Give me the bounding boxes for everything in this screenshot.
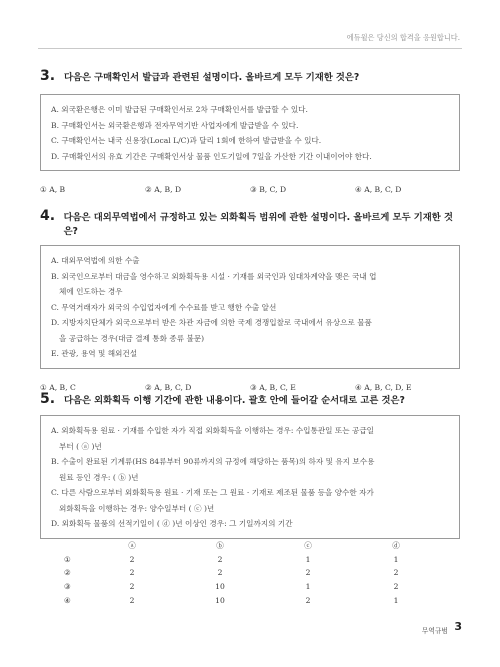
choice-1[interactable]: ① A, B: [40, 185, 66, 194]
table-row[interactable]: [64, 566, 440, 580]
question-text: 다음은 구매확인서 발급과 관련된 설명이다. 올바르게 모두 기재한 것은?: [64, 72, 360, 83]
statement-line: B. 구매확인서는 외국환은행과 전자무역기반 사업자에게 발급받을 수 있다.: [51, 120, 299, 130]
question-5: [40, 391, 460, 539]
page-number: 3: [454, 620, 462, 633]
column-header: ⓑ: [216, 541, 224, 551]
footer-subject: 무역규범: [421, 627, 448, 635]
table-row[interactable]: [64, 593, 440, 607]
statement-line: A. 대외무역법에 의한 수출: [51, 256, 140, 265]
row-label: ②: [64, 568, 71, 578]
table-cell: 2: [393, 582, 399, 592]
column-header: ⓒ: [304, 541, 312, 551]
answer-table-header: [64, 539, 440, 553]
table-cell: 1: [305, 582, 311, 592]
statement-line: 을 공급하는 경우(대금 결제 통화 종류 불문): [59, 333, 205, 343]
statement-line: 외화획득을 이행하는 경우: 양수일부터 ( ⓒ )년: [59, 503, 215, 513]
choice-3[interactable]: ③ B, C, D: [250, 185, 287, 194]
question-4: [40, 208, 460, 392]
statement-line: C. 무역거래자가 외국의 수입업자에게 수수료를 받고 행한 수출 알선: [51, 302, 277, 312]
choice-4[interactable]: ④ A, B, C, D, E: [355, 382, 412, 392]
choice-2[interactable]: ② A, B, C, D: [145, 382, 192, 392]
row-label: ④: [64, 595, 71, 605]
table-cell: 2: [217, 568, 223, 578]
table-cell: 10: [215, 595, 225, 605]
statement-line: A. 외국환은행은 이미 발급된 구매확인서로 2차 구매확인서를 발급할 수 있다.: [51, 105, 308, 114]
table-cell: 10: [215, 582, 225, 592]
table-cell: 2: [129, 568, 135, 578]
statement-line: B. 외국인으로부터 대금을 영수하고 외화획득용 시설 · 기재를 외국인과 임대차계약을 맺은 국내 업: [51, 271, 377, 281]
statement-line: B. 수출이 완료된 기계류(HS 84류부터 90류까지의 규정에 해당하는 품목)의 하자 및 유지 보수용: [51, 457, 375, 466]
table-cell: 2: [129, 582, 135, 592]
table-cell: 1: [393, 554, 399, 564]
table-cell: 2: [305, 595, 311, 605]
table-cell: 2: [129, 595, 135, 605]
statement-line: D. 구매확인서의 유효 기간은 구매확인서상 물품 인도기일에 7일을 가산한 기간 이내이어야 한다.: [51, 151, 372, 161]
table-cell: 2: [393, 568, 399, 578]
table-row[interactable]: [64, 553, 440, 567]
column-header: ⓐ: [128, 541, 136, 551]
statement-box: [40, 245, 460, 369]
statement-line: D. 외화획득 물품의 선적기일이 ( ⓓ )년 이상인 경우: 그 기일까지의 기간: [51, 519, 293, 528]
question-number: 4.: [40, 208, 56, 224]
table-cell: 1: [393, 595, 399, 605]
table-cell: 2: [305, 568, 311, 578]
statement-line: 부터 ( ⓐ )년: [59, 441, 102, 451]
choice-2[interactable]: ② A, B, D: [145, 185, 182, 194]
question-text: 다음은 외화획득 이행 기간에 관한 내용이다. 괄호 안에 들어갈 순서대로 고른 것은?: [64, 395, 405, 406]
table-cell: 2: [129, 554, 135, 564]
statement-line: D. 지방자치단체가 외국으로부터 받은 차관 자금에 의한 국제 경쟁입찰로 국내에서 유상으로 물품: [51, 318, 372, 327]
column-header: ⓓ: [392, 541, 400, 551]
statement-box: [40, 415, 460, 539]
table-cell: 2: [217, 554, 223, 564]
choice-1[interactable]: ① A, B, C: [40, 382, 76, 392]
table-row[interactable]: [64, 580, 440, 594]
statement-box: [40, 94, 460, 171]
question-text: 다음은 대외무역법에서 규정하고 있는 외화획득 범위에 관한 설명이다. 올바르게 모두 기재한 것은?: [63, 212, 453, 237]
statement-line: A. 외화획득용 원료 · 기재를 수입한 자가 직접 외화획득을 이행하는 경우: 수입통관일 또는 공급일: [51, 426, 374, 435]
choice-3[interactable]: ③ A, B, C, E: [250, 382, 296, 392]
statement-line: 원료 등인 경우: ( ⓑ )년: [59, 472, 139, 482]
choice-4[interactable]: ④ A, B, C, D: [355, 185, 402, 194]
question-number: 5.: [40, 391, 56, 407]
header-divider: [38, 48, 462, 49]
table-cell: 1: [305, 554, 311, 564]
statement-line: C. 구매확인서는 내국 신용장(Local L/C)과 달리 1회에 한하여 발급받을 수 있다.: [51, 136, 322, 145]
answer-table: [64, 539, 440, 607]
statement-line: 체에 인도하는 경우: [59, 287, 123, 296]
answer-choices: [40, 185, 460, 194]
header-tagline: 에듀윌은 당신의 합격을 응원합니다.: [346, 33, 460, 42]
row-label: ③: [64, 582, 71, 592]
statement-line: E. 관광, 용역 및 해외건설: [51, 349, 138, 358]
question-number: 3.: [40, 68, 56, 84]
question-3: [40, 68, 460, 194]
row-label: ①: [64, 554, 71, 564]
statement-line: C. 다른 사람으로부터 외화획득용 원료 · 기재 또는 그 원료 · 기재로 제조된 물품 등을 양수한 자가: [51, 488, 374, 497]
